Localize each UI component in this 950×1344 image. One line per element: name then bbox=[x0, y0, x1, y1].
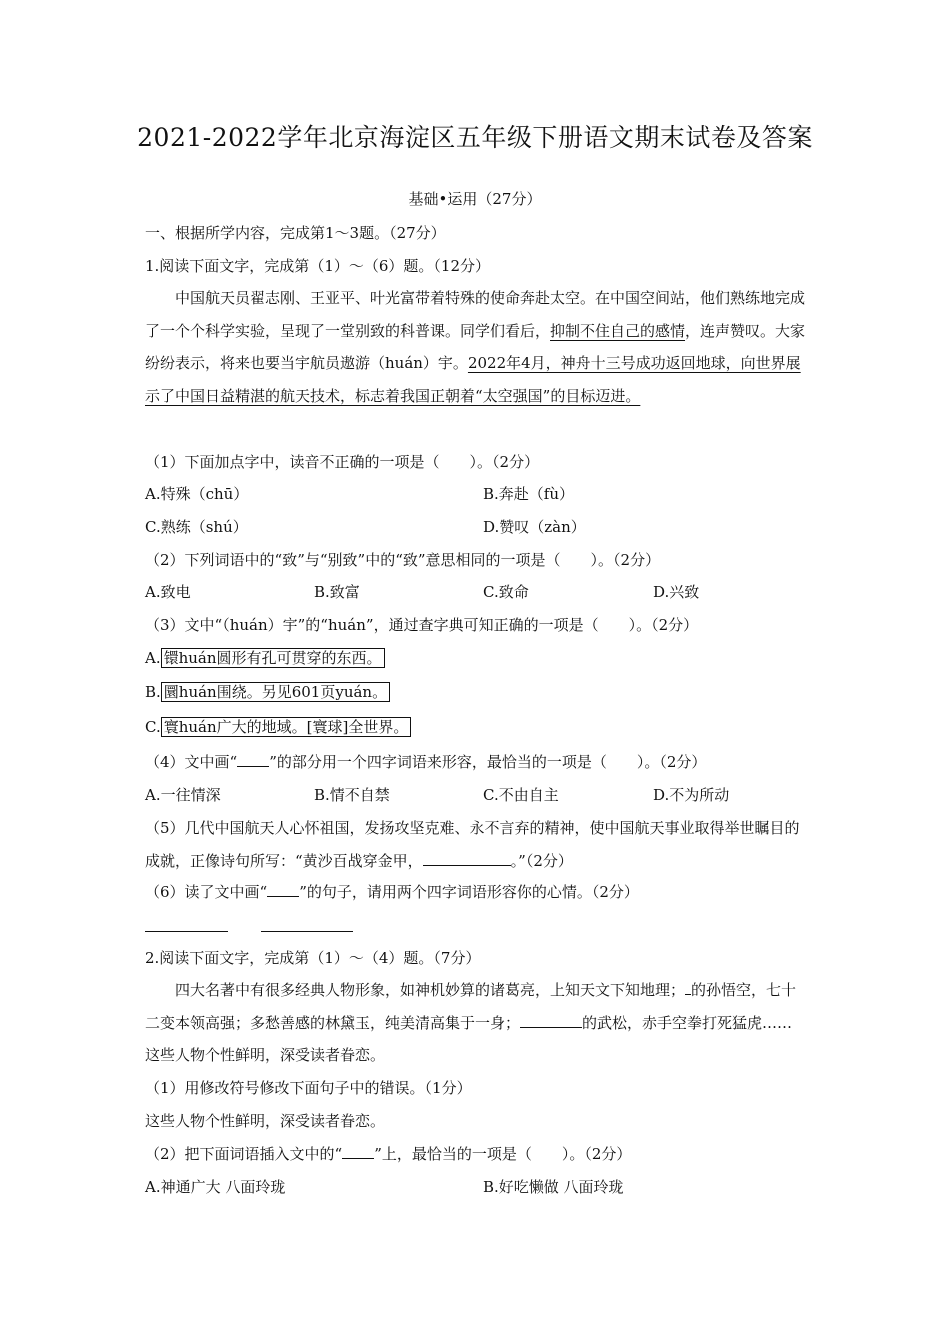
q1-s2-stem: （2）下列词语中的“致”与“别致”中的“致”意思相同的一项是（ ）。（2分） bbox=[145, 551, 661, 569]
dictionary-entry-box: 寰huán广大的地域。[寰球]全世界。 bbox=[161, 717, 412, 737]
stem-text: （5）几代中国航天人心怀祖国，发扬攻坚克难、永不言弃的精神，使中国航天事业取得举世瞩目的成就，正像诗句所写：“黄沙百战穿金甲， bbox=[145, 819, 800, 870]
underline-mark bbox=[342, 1144, 374, 1159]
part1-heading: 一、根据所学内容，完成第1～3题。（27分） bbox=[145, 224, 446, 242]
q2-s2-stem bbox=[145, 1143, 631, 1165]
underline-mark bbox=[267, 882, 299, 897]
q1-passage-underline-2: 2022年4月，神舟十三号成功返回地球，向世界展示了中国日益精湛的航天技术，标志着我国正朝着“太空强国”的目标迈进。 bbox=[145, 354, 801, 406]
stem-text: ”上，最恰当的一项是（ ）。（2分） bbox=[374, 1145, 632, 1163]
option-label: C. bbox=[145, 718, 161, 736]
passage-text: 四大名著中有很多经典人物形象，如神机妙算的诸葛亮，上知天文下知地理； bbox=[175, 981, 686, 999]
stem-text: ”的部分用一个四字词语来形容，最恰当的一项是（ ）。（2分） bbox=[269, 753, 707, 771]
q1-s4-option-d: D.不为所动 bbox=[653, 786, 730, 804]
stem-text: （2）把下面词语插入文中的“ bbox=[145, 1145, 343, 1163]
answer-blank bbox=[520, 1013, 582, 1028]
q1-s4-option-c: C.不由自主 bbox=[483, 786, 559, 804]
q1-s2-option-c: C.致命 bbox=[483, 583, 529, 601]
q1-s1-option-c: C.熟练（shú） bbox=[145, 518, 248, 536]
q1-s2-option-b: B.致富 bbox=[314, 583, 360, 601]
answer-line-2 bbox=[261, 931, 353, 932]
q2-heading: 2.阅读下面文字，完成第（1）～（4）题。（7分） bbox=[145, 949, 481, 967]
q1-s1-option-a: A.特殊（chū） bbox=[145, 485, 249, 503]
q1-s2-option-d: D.兴致 bbox=[653, 583, 700, 601]
option-label: B. bbox=[145, 683, 161, 701]
q1-s4-option-b: B.情不自禁 bbox=[314, 786, 390, 804]
q1-s1-option-d: D.赞叹（zàn） bbox=[483, 518, 586, 536]
stem-text: （6）读了文中画“ bbox=[145, 883, 268, 901]
q1-heading: 1.阅读下面文字，完成第（1）～（6）题。（12分） bbox=[145, 257, 490, 275]
underline-mark bbox=[237, 752, 269, 767]
q2-s1-sentence: 这些人物个性鲜明，深受读者眷恋。 bbox=[145, 1112, 386, 1130]
q1-s3-stem: （3）文中“（huán）宇”的“huán”，通过查字典可知正确的一项是（ ）。（2分） bbox=[145, 616, 699, 634]
q1-passage bbox=[145, 282, 807, 414]
q1-s4-stem bbox=[145, 751, 706, 773]
stem-text: （4）文中画“ bbox=[145, 753, 238, 771]
q1-s6-stem bbox=[145, 881, 639, 903]
answer-line-1 bbox=[145, 931, 228, 932]
passage-text: 的武松，赤手空拳打死猛虎……这些人物个性鲜明，深受读者眷恋。 bbox=[145, 1013, 793, 1065]
passage-text: 的孙悟空，七十二变本领高强；多愁善感的林黛玉，纯美清高集于一身； bbox=[145, 981, 797, 1032]
q1-passage-underline-1: 抑制不住自己的感情 bbox=[550, 321, 686, 340]
q2-s1-stem: （1）用修改符号修改下面句子中的错误。（1分） bbox=[145, 1079, 472, 1097]
q1-s3-option-b bbox=[145, 681, 390, 703]
q2-s2-option-a: A.神通广大 八面玲珑 bbox=[145, 1178, 286, 1196]
stem-text: ”的句子，请用两个四字词语形容你的心情。（2分） bbox=[299, 883, 639, 901]
dictionary-entry-box: 镮huán圆形有孔可贯穿的东西。 bbox=[161, 648, 385, 668]
stem-text: 。”（2分） bbox=[510, 851, 573, 870]
answer-blank bbox=[423, 851, 511, 866]
q1-s4-option-a: A.一往情深 bbox=[145, 786, 221, 804]
q1-passage-text-a: 中国航天员翟志刚、王亚平、叶光富带着特殊的使命奔赴太空。在中国空间站，他们熟练地完成了一个个科学实验，呈现了一堂别致的科普课。同学们看后， bbox=[145, 289, 806, 340]
q1-s3-option-a bbox=[145, 647, 385, 669]
q1-s1-stem: （1）下面加点字中，读音不正确的一项是（ ）。（2分） bbox=[145, 453, 540, 471]
option-label: A. bbox=[145, 649, 161, 667]
q1-passage-text-b: ，连声赞叹。大家纷纷表示，将来也要当宇航员遨游（huán）宇。 bbox=[145, 321, 806, 373]
q1-s2-option-a: A.致电 bbox=[145, 583, 191, 601]
document-title: 2021-2022学年北京海淀区五年级下册语文期末试卷及答案 bbox=[137, 123, 813, 152]
q1-s3-option-c bbox=[145, 716, 411, 738]
q1-s5-stem bbox=[145, 812, 807, 878]
section-heading: 基础•运用（27分） bbox=[408, 190, 542, 208]
dictionary-entry-box: 圜huán围绕。另见601页yuán。 bbox=[161, 682, 390, 702]
q1-s1-option-b: B.奔赴（fù） bbox=[483, 485, 575, 503]
q2-passage bbox=[145, 974, 807, 1073]
q2-s2-option-b: B.好吃懒做 八面玲珑 bbox=[483, 1178, 624, 1196]
